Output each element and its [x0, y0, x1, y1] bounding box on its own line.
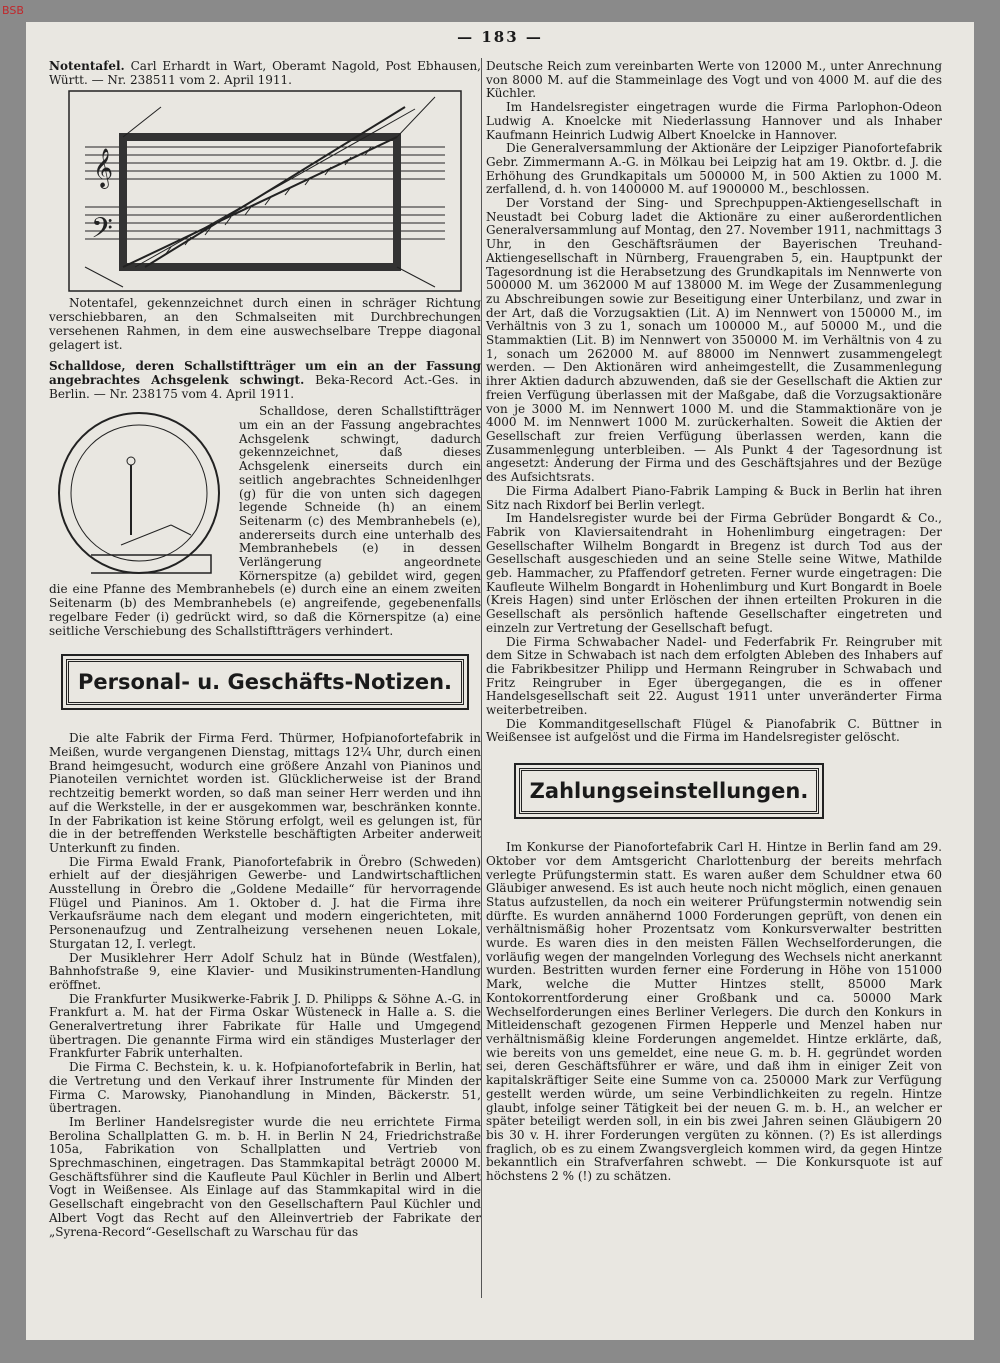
notice-thuermer: Die alte Fabrik der Firma Ferd. Thürmer, Hofpianofortefabrik in Meißen, wurde vergangenen Dienstag, mittags 12¼ Uhr, durch einen Brand heimgesucht, wodurch eine größere Anzahl von Pianinos und Pianoteilen vernichtet worden ist. Glücklicherweise ist der Brand rechtzeitig bemerkt worden, so daß man seiner Herr werden und ihn auf die Werkstelle, in der er ausgekommen war, beschränken konnte. In der Fabrikation ist keine Störung erfolgt, weil es gelungen ist, für die in der betreffenden Werkstelle beschäftigten Arbeiter anderweit Unterkunft zu finden. [49, 731, 481, 855]
column-divider [481, 58, 482, 1298]
notice-bongardt: Im Handelsregister wurde bei der Firma Gebrüder Bongardt & Co., Fabrik von Klaviersaitendraht in Hohenlimburg eingetragen: Der Gesellschafter Wilhelm Bongardt in Bregenz ist durch Tod aus der Gesellschaft ausgeschieden und an seine Stelle seine Witwe, Mathilde geb. Hammacher, zu Pfaffendorf getreten. Ferner wurde eingetragen: Die Kaufleute Wilhelm Bongardt in Hohenlimburg und Kurt Bongardt in Boele (Kreis Hagen) sind unter Erlöschen der ihnen erteilten Prokuren in die Gesellschaft als persönlich haftende Gesellschafter eingetreten und einzeln zur Vertretung der Gesellschaft befugt. [486, 511, 942, 635]
svg-text:𝄢: 𝄢 [91, 212, 113, 253]
notentafel-illustration [65, 87, 465, 297]
section-banner-personal [61, 654, 468, 710]
notice-berolina: Im Berliner Handelsregister wurde die neu errichtete Firma Berolina Schallplatten G. m. b. H. in Berlin N 24, Friedrichstraße 105a, Fabrikation von Schallplatten und Vertrieb von Sprechmaschinen, eingetragen. Das Stammkapital beträgt 20000 M. Geschäftsführer sind die Kaufleute Paul Küchler in Berlin und Albert Vogt in Weißensee. Als Einlage auf das Stammkapital wird in die Gesellschaft eingebracht von den Gesellschaftern Paul Küchler und Albert Vogt das Recht auf den Alleinvertrieb der Fabrikate der „Syrena-Record“-Gesellschaft zu Warschau für das [49, 1114, 481, 1239]
notice-parlophon: Im Handelsregister eingetragen wurde die Firma Parlophon-Odeon Ludwig A. Knoelcke mit Niederlassung Hannover und als Inhaber Kaufmann Heinrich Ludwig Albert Knoelcke in Hannover. [486, 100, 942, 142]
notice-frank: Die Firma Ewald Frank, Pianofortefabrik in Örebro (Schweden) erhielt auf der diesjährigen Gewerbe- und Landwirtschaftlichen Ausstellung in Örebro die „Goldene Medaille“ für hervorragende Flügel und Pianinos. Am 1. Oktober d. J. hat die Firma ihre Verkaufsräume nach dem elegant und modern eingerichteten, mit Personenaufzug und Zentralheizung versehenen neuen Lokale, Sturgatan 12, I. verlegt. [49, 854, 481, 951]
section-title: Zahlungseinstellungen. [519, 768, 819, 814]
newspaper-page [26, 22, 974, 1340]
schalldose-illustration [51, 405, 231, 581]
schalldose-block [49, 405, 481, 638]
notice-philipps: Die Frankfurter Musikwerke-Fabrik J. D. Philipps & Söhne A.-G. in Frankfurt a. M. hat der Firma Oskar Wüsteneck in Halle a. S. die Generalvertretung ihrer Fabrikate für Halle und Umgegend übertragen. Die genannte Firma wird ein ständiges Musterlager der Frankfurter Fabrik unterhalten. [49, 991, 481, 1061]
svg-text:𝄞: 𝄞 [93, 148, 114, 189]
notice-hintze: Im Konkurse der Pianofortefabrik Carl H. Hintze in Berlin fand am 29. Oktober vor dem Amtsgericht Charlottenburg der bereits mehrfach verlegte Prüfungstermin statt. Es waren außer dem Schuldner etwa 60 Gläubiger anwesend. Es ist auch heute noch nicht möglich, einen genauen Status aufzustellen, da noch ein weiterer Prüfungstermin notwendig sein dürfte. Es wurden annähernd 1000 Forderungen geprüft, von denen ein verhältnismäßig hoher Prozentsatz vom Konkursverwalter bestritten wurde. Es waren dies in den meisten Fällen Wechselforderungen, die vorläufig wegen der mangelnden Vorlegung des Wechsels nicht anerkannt wurden. Bestritten wurden ferner eine Forderung in Höhe von 151000 Mark, welche die Mutter Hintzes stellt, 85000 Mark Kontokorrentforderung einer Großbank und ca. 50000 Mark Wechselforderungen eines Berliner Verlegers. Die durch den Konkurs in Mitleidenschaft gezogenen Firmen Hepperle und Menzel haben nur verhältnismäßig kleine Forderungen angemeldet. Hintze erklärte, daß, wie bereits von uns gemeldet, eine neue G. m. b. H. gegründet worden sei, deren Geschäftsführer er wäre, und daß ihm in einiger Zeit von kapitalskräftiger Seite eine Summe von ca. 250000 Mark zur Verfügung gestellt werden würde, um seine Verbindlichkeiten zu regeln. Hintze glaubt, infolge seiner Tätigkeit bei der neuen G. m. b. H., an welcher er später beteiligt werden soll, in ein bis zwei Jahren seinen Gläubigern 20 bis 30 v. H. ihrer Forderungen vergüten zu können. (?) Es ist allerdings fraglich, ob es zu einem Zwangsvergleich kommen wird, da gegen Hintze bekanntlich ein Strafverfahren schwebt. — Die Konkursquote ist auf höchstens 2 % (!) zu schätzen. [486, 840, 942, 1184]
notice-schulz: Der Musiklehrer Herr Adolf Schulz hat in Bünde (Westfalen), Bahnhofstraße 9, eine Klavier- und Musikinstrumenten-Handlung eröffnet. [49, 950, 481, 992]
page-number: — 183 — [457, 28, 543, 46]
patent-schalldose: Schalldose, deren Schallstiftträger um ein an der Fassung angebrachtes Achsgelenk schwingt. Beka-Record Act.-Ges. in Berlin. — Nr. 238175 vom 4. April 1911. [49, 359, 481, 401]
notice-continued: Deutsche Reich zum vereinbarten Werte von 12000 M., unter Anrechnung von 8000 M. auf die Stammeinlage des Vogt und von 4000 M. auf die des Küchler. [486, 59, 942, 101]
notice-sprechpuppen: Der Vorstand der Sing- und Sprechpuppen-Aktiengesellschaft in Neustadt bei Coburg ladet die Aktionäre zu einer außerordentlichen Generalversammlung auf Montag, den 27. November 1911, nachmittags 3 Uhr, in den Geschäftsräumen der Bayerischen Treuhand-Aktiengesellschaft in Nürnberg, Frauengraben 5, ein. Hauptpunkt der Tagesordnung ist die Herabsetzung des Grundkapitals im Nennwerte von 500000 M. um 362000 M auf 138000 M. im Wege der Zusammenlegung zu Abschreibungen sowie zur Beseitigung einer Unterbilanz, und zwar in der Art, daß die Vorzugsaktien (Lit. A) im Nennwert von 150000 M., im Verhältnis von 3 zu 1, sonach um 100000 M., auf 50000 M., und die Stammaktien (Lit. B) im Nennwert von 350000 M. im Verhältnis von 4 zu 1, sonach um 262000 M. auf 88000 im Nennwert zusammengelegt werden. — Den Aktionären wird anheimgestellt, die Zusammenlegung ihrer Aktien dadurch abzuwenden, daß sie der Gesellschaft die Aktien zur freien Verfügung überlassen mit der Maßgabe, daß die Vorzugsaktionäre von je 3000 M. im Nennwert 1000 M. und die Stammaktionäre von je 4000 M. im Nennwert 1000 M. zurückerhalten. Soweit die Aktien der Gesellschaft zur freien Verfügung überlassen werden, kann die Zusammenlegung unterbleiben. — Als Punkt 4 der Tagesordnung ist angesetzt: Änderung der Firma und des Geschäftsjahres und der Bezüge des Aufsichtsrats. [486, 196, 942, 485]
patent-title: Schalldose, deren Schallstiftträger um ein an der Fassung angebrachtes Achsgelenk schwingt. [49, 359, 481, 387]
notice-buettner: Die Kommanditgesellschaft Flügel & Pianofabrik C. Büttner in Weißensee ist aufgelöst und die Firma im Handelsregister gelöscht. [486, 716, 942, 745]
patent-notentafel-caption: Notentafel, gekennzeichnet durch einen in schräger Richtung verschiebbaren, an den Schmalseiten mit Durchbrechungen versehenen Rahmen, in dem eine auswechselbare Treppe diagonal gelagert ist. [49, 296, 481, 352]
right-column [486, 60, 942, 1184]
notice-lamping: Die Firma Adalbert Piano-Fabrik Lamping & Buck in Berlin hat ihren Sitz nach Rixdorf bei Berlin verlegt. [486, 483, 942, 512]
left-column [49, 60, 481, 1239]
patent-schalldose-body: Schalldose, deren Schallstiftträger um ein an der Fassung angebrachtes Achsgelenk schwingt, dadurch gekennzeichnet, daß dieses Achsgelenk einerseits durch ein seitlich angebrachtes Schneidenlhger (g) für die von unten sich dagegen legende Schneide (h) an einem Seitenarm (c) des Membranhebels (e), andererseits durch eine unterhalb des Membranhebels (e) in dessen Verlängerung angeordnete Körnerspitze (a) gebildet wird, gegen die eine Pfanne des Membranhebels (e) durch eine an einem zweiten Seitenarm (b) des Membranhebels (e) angreifende, gegebenenfalls regelbare Feder (i) gedrückt wird, so daß die Körnerspitze (a) eine seitliche Verschiebung des Schallstiftträgers verhindert. [49, 404, 481, 638]
notice-zimmermann: Die Generalversammlung der Aktionäre der Leipziger Pianofortefabrik Gebr. Zimmermann A.-G. in Mölkau bei Leipzig hat am 19. Oktbr. d. J. die Erhöhung des Grundkapitals um 500000 M, in 500 Aktien zu 1000 M. zerfallend, d. h. von 1400000 M. auf 1900000 M., beschlossen. [486, 141, 942, 197]
section-title: Personal- u. Geschäfts-Notizen. [66, 659, 463, 705]
patent-notentafel: Notentafel. Carl Erhardt in Wart, Oberamt Nagold, Post Ebhausen, Württ. — Nr. 238511 vom 2. April 1911. [49, 59, 481, 87]
section-banner-zahlung [514, 763, 824, 819]
notice-bechstein: Die Firma C. Bechstein, k. u. k. Hofpianofortefabrik in Berlin, hat die Vertretung und den Verkauf ihrer Instrumente für Minden der Firma C. Marowsky, Pianohandlung in Minden, Bäckerstr. 51, übertragen. [49, 1060, 481, 1116]
library-mark: BSB [2, 4, 24, 17]
notice-reingruber: Die Firma Schwabacher Nadel- und Federfabrik Fr. Reingruber mit dem Sitze in Schwabach ist nach dem erfolgten Ableben des Inhabers auf die Fabrikbesitzer Philipp und Hermann Reingruber in Schwabach und Fritz Reingruber in Eger übergegangen, die es in offener Handelsgesellschaft seit 22. August 1911 unter unveränderter Firma weiterbetreiben. [486, 634, 942, 718]
patent-title: Notentafel. [49, 59, 125, 73]
